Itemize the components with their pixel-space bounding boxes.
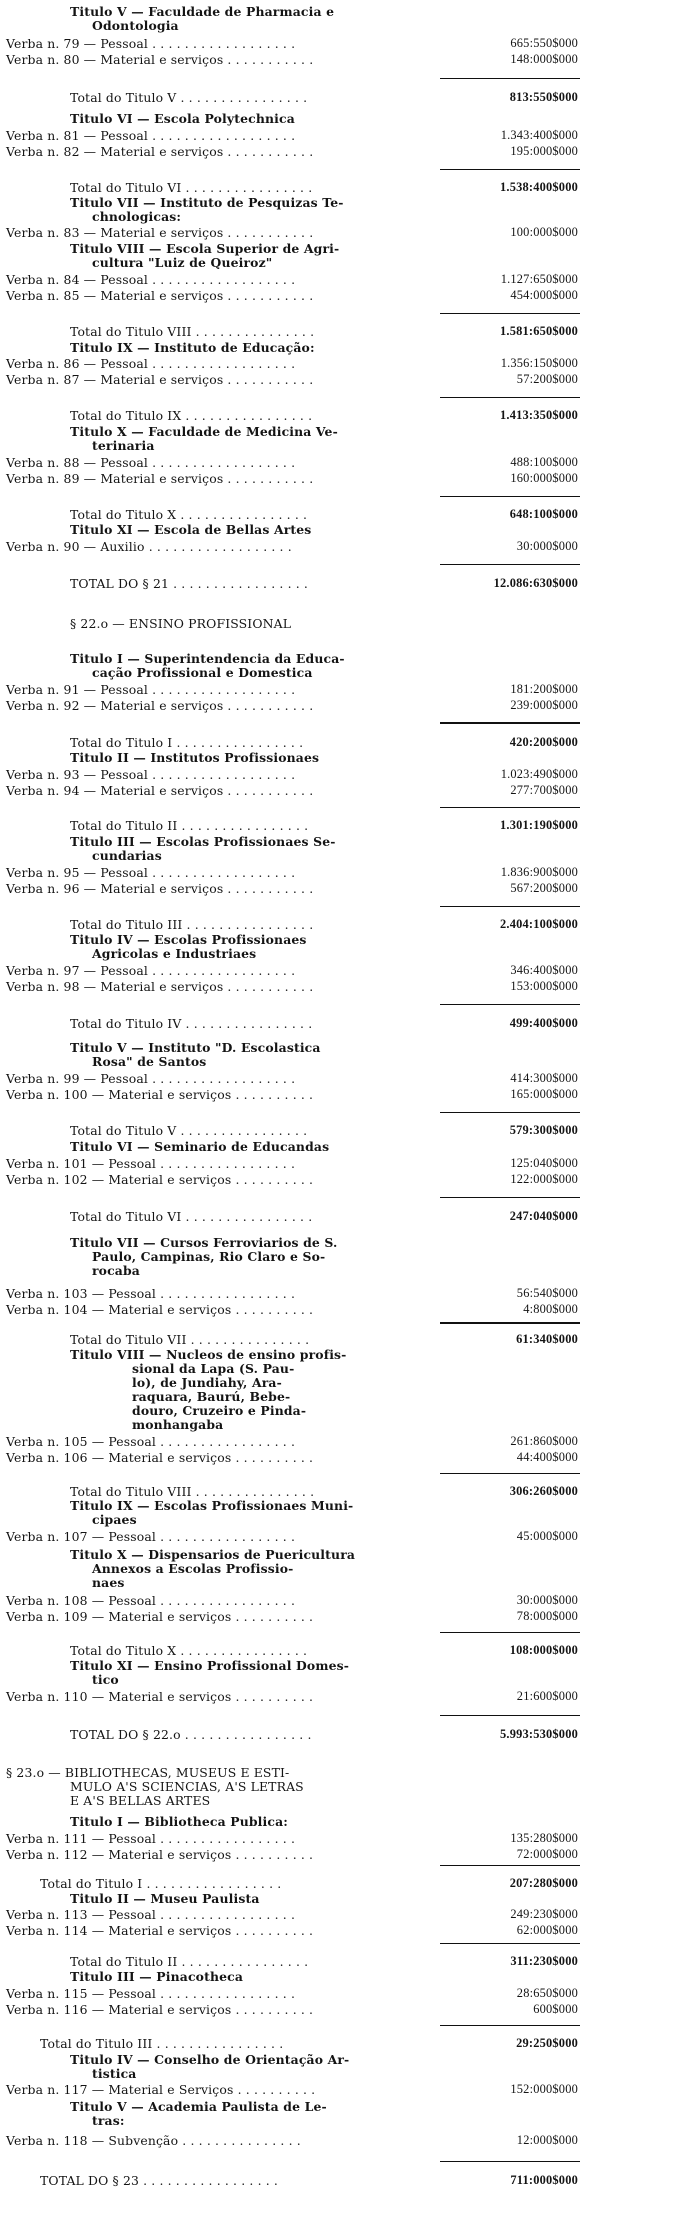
budget-line-label: Verba n. 80 — Material e serviços . . . . . . . . . . . — [6, 52, 314, 67]
amount-value: 57:200$000 — [516, 372, 578, 386]
amount-value: 62:000$000 — [516, 1923, 578, 1937]
amount-value: 61:340$000 — [516, 1332, 578, 1346]
budget-line-label: Verba n. 94 — Material e serviços . . . . . . . . . . . — [6, 783, 314, 798]
section-heading: Titulo IX — Instituto de Educação: — [70, 340, 315, 355]
amount-value: 1.581:650$000 — [500, 324, 578, 338]
budget-line-label: Verba n. 82 — Material e serviços . . . . . . . . . . . — [6, 144, 314, 159]
budget-line-label: Verba n. 118 — Subvenção . . . . . . . . . . . . . . . — [6, 2133, 301, 2148]
section-heading: Titulo XI — Escola de Bellas Artes — [70, 522, 312, 537]
section-heading: Titulo II — Museu Paulista — [70, 1891, 260, 1906]
total-rule — [440, 1197, 580, 1198]
amount-value: 45:000$000 — [516, 1529, 578, 1543]
amount-value: 78:000$000 — [516, 1609, 578, 1623]
budget-line-label: Verba n. 109 — Material e serviços . . . . . . . . . . — [6, 1609, 314, 1624]
section-heading: Titulo IX — Escolas Profissionaes Muni- — [70, 1498, 354, 1513]
amount-value: 454:000$000 — [510, 288, 578, 302]
section-heading: monhangaba — [132, 1417, 224, 1432]
amount-value: 125:040$000 — [510, 1156, 578, 1170]
budget-line-label: Verba n. 92 — Material e serviços . . . . . . . . . . . — [6, 698, 314, 713]
total-rule — [440, 1715, 580, 1716]
amount-value: 249:230$000 — [510, 1907, 578, 1921]
section-heading: tistica — [92, 2066, 137, 2081]
budget-line-label: Verba n. 113 — Pessoal . . . . . . . . . . . . . . . . . — [6, 1907, 296, 1922]
amount-value: 30:000$000 — [516, 1593, 578, 1607]
budget-line-label: Total do Titulo II . . . . . . . . . . . . . . . . — [70, 1954, 309, 1969]
section-heading: Titulo VI — Escola Polytechnica — [70, 111, 295, 126]
section-heading: Agricolas e Industriaes — [92, 946, 257, 961]
section-heading: sional da Lapa (S. Pau- — [132, 1361, 295, 1376]
total-rule — [440, 496, 580, 497]
amount-value: 4:800$000 — [523, 1302, 578, 1316]
budget-line-label: Verba n. 86 — Pessoal . . . . . . . . . . . . . . . . . . — [6, 356, 296, 371]
amount-value: 2.404:100$000 — [500, 917, 578, 931]
amount-value: 414:300$000 — [510, 1071, 578, 1085]
total-rule — [440, 906, 580, 907]
section-heading: Titulo I — Superintendencia da Educa- — [70, 651, 345, 666]
total-rule — [440, 807, 580, 808]
total-rule — [440, 1322, 580, 1324]
budget-line-label: TOTAL DO § 22.o . . . . . . . . . . . . . . . . — [70, 1727, 312, 1742]
section-heading: Titulo V — Faculdade de Pharmacia e — [70, 4, 335, 19]
budget-line-label: Verba n. 110 — Material e serviços . . . . . . . . . . — [6, 1689, 314, 1704]
section-heading: Paulo, Campinas, Rio Claro e So- — [92, 1249, 326, 1264]
section-heading: cundarias — [92, 848, 162, 863]
section-heading: Titulo IV — Conselho de Orientação Ar- — [70, 2052, 350, 2067]
budget-line-label: Total do Titulo X . . . . . . . . . . . . . . . . — [70, 1643, 308, 1658]
section-heading: Annexos a Escolas Profissio- — [92, 1561, 294, 1576]
amount-value: 152:000$000 — [510, 2082, 578, 2096]
amount-value: 579:300$000 — [509, 1123, 578, 1137]
amount-value: 600$000 — [533, 2002, 578, 2016]
total-rule — [440, 722, 580, 724]
amount-value: 1.127:650$000 — [500, 272, 578, 286]
section-heading: Titulo VII — Cursos Ferroviarios de S. — [70, 1235, 338, 1250]
amount-value: 1.356:150$000 — [500, 356, 578, 370]
total-rule — [440, 169, 580, 170]
text-line: § 23.o — BIBLIOTHECAS, MUSEUS E ESTI- — [6, 1765, 290, 1780]
amount-value: 5.993:530$000 — [500, 1727, 578, 1741]
section-heading: Titulo VII — Instituto de Pesquizas Te- — [70, 195, 344, 210]
amount-value: 1.836:900$000 — [500, 865, 578, 879]
section-heading: Titulo V — Instituto "D. Escolastica — [70, 1040, 321, 1055]
budget-line-label: Verba n. 108 — Pessoal . . . . . . . . . . . . . . . . . — [6, 1593, 296, 1608]
amount-value: 207:280$000 — [509, 1876, 578, 1890]
budget-line-label: Verba n. 93 — Pessoal . . . . . . . . . . . . . . . . . . — [6, 767, 296, 782]
budget-line-label: Verba n. 99 — Pessoal . . . . . . . . . . . . . . . . . . — [6, 1071, 296, 1086]
amount-value: 30:000$000 — [516, 539, 578, 553]
section-heading: cultura "Luiz de Queiroz" — [92, 255, 273, 270]
amount-value: 346:400$000 — [510, 963, 578, 977]
budget-line-label: Verba n. 84 — Pessoal . . . . . . . . . . . . . . . . . . — [6, 272, 296, 287]
amount-value: 12.086:630$000 — [493, 576, 578, 590]
budget-line-label: Verba n. 106 — Material e serviços . . . . . . . . . . — [6, 1450, 314, 1465]
section-heading: naes — [92, 1575, 125, 1590]
total-rule — [440, 313, 580, 314]
section-heading: Titulo II — Institutos Profissionaes — [70, 750, 320, 765]
section-heading: chnologicas: — [92, 209, 182, 224]
section-heading: Titulo X — Faculdade de Medicina Ve- — [70, 424, 338, 439]
amount-value: 261:860$000 — [510, 1434, 578, 1448]
section-heading: Titulo III — Escolas Profissionaes Se- — [70, 834, 336, 849]
budget-line-label: Verba n. 81 — Pessoal . . . . . . . . . . . . . . . . . . — [6, 128, 296, 143]
amount-value: 195:000$000 — [510, 144, 578, 158]
amount-value: 567:200$000 — [510, 881, 578, 895]
amount-value: 813:550$000 — [509, 90, 578, 104]
budget-line-label: Verba n. 98 — Material e serviços . . . . . . . . . . . — [6, 979, 314, 994]
section-heading: lo), de Jundiahy, Ara- — [132, 1375, 282, 1390]
budget-line-label: Verba n. 116 — Material e serviços . . . . . . . . . . — [6, 2002, 314, 2017]
budget-line-label: Verba n. 95 — Pessoal . . . . . . . . . . . . . . . . . . — [6, 865, 296, 880]
budget-line-label: Verba n. 96 — Material e serviços . . . . . . . . . . . — [6, 881, 314, 896]
section-heading: Titulo VI — Seminario de Educandas — [70, 1139, 330, 1154]
total-rule — [440, 1632, 580, 1633]
budget-line-label: Verba n. 88 — Pessoal . . . . . . . . . . . . . . . . . . — [6, 455, 296, 470]
section-heading: Titulo X — Dispensarios de Puericultura — [70, 1547, 356, 1562]
text-line: § 22.o — ENSINO PROFISSIONAL — [70, 616, 292, 631]
amount-value: 44:400$000 — [516, 1450, 578, 1464]
amount-value: 56:540$000 — [516, 1286, 578, 1300]
section-heading: Odontologia — [92, 18, 179, 33]
section-heading: douro, Cruzeiro e Pinda- — [132, 1403, 307, 1418]
budget-line-label: Total do Titulo VII . . . . . . . . . . . . . . . — [70, 1332, 310, 1347]
section-heading: terinaria — [92, 438, 155, 453]
budget-line-label: Verba n. 112 — Material e serviços . . . . . . . . . . — [6, 1847, 314, 1862]
amount-value: 1.301:190$000 — [500, 818, 578, 832]
budget-line-label: Verba n. 101 — Pessoal . . . . . . . . . . . . . . . . . — [6, 1156, 296, 1171]
text-line: E A'S BELLAS ARTES — [70, 1793, 211, 1808]
amount-value: 108:000$000 — [509, 1643, 578, 1657]
amount-value: 100:000$000 — [510, 225, 578, 239]
amount-value: 72:000$000 — [516, 1847, 578, 1861]
budget-line-label: Verba n. 105 — Pessoal . . . . . . . . . . . . . . . . . — [6, 1434, 296, 1449]
amount-value: 21:600$000 — [516, 1689, 578, 1703]
section-heading: Titulo XI — Ensino Profissional Domes- — [70, 1658, 350, 1673]
budget-line-label: Verba n. 89 — Material e serviços . . . . . . . . . . . — [6, 471, 314, 486]
total-rule — [440, 1865, 580, 1866]
amount-value: 29:250$000 — [516, 2036, 578, 2050]
amount-value: 1.343:400$000 — [500, 128, 578, 142]
amount-value: 648:100$000 — [509, 507, 578, 521]
budget-line-label: Verba n. 91 — Pessoal . . . . . . . . . . . . . . . . . . — [6, 682, 296, 697]
section-heading: Titulo VIII — Escola Superior de Agri- — [70, 241, 340, 256]
amount-value: 1.538:400$000 — [500, 180, 578, 194]
budget-line-label: Verba n. 117 — Material e Serviços . . . . . . . . . . — [6, 2082, 316, 2097]
budget-line-label: Verba n. 79 — Pessoal . . . . . . . . . . . . . . . . . . — [6, 36, 296, 51]
total-rule — [440, 2025, 580, 2026]
budget-line-label: Verba n. 87 — Material e serviços . . . . . . . . . . . — [6, 372, 314, 387]
total-rule — [440, 1112, 580, 1113]
budget-line-label: Verba n. 85 — Material e serviços . . . . . . . . . . . — [6, 288, 314, 303]
budget-line-label: Verba n. 83 — Material e serviços . . . . . . . . . . . — [6, 225, 314, 240]
budget-line-label: Total do Titulo IX . . . . . . . . . . . . . . . . — [70, 408, 313, 423]
section-heading: Titulo I — Bibliotheca Publica: — [70, 1814, 288, 1829]
budget-line-label: Total do Titulo V . . . . . . . . . . . . . . . . — [70, 1123, 308, 1138]
budget-line-label: Total do Titulo III . . . . . . . . . . . . . . . . — [70, 917, 314, 932]
amount-value: 165:000$000 — [510, 1087, 578, 1101]
amount-value: 181:200$000 — [510, 682, 578, 696]
amount-value: 135:280$000 — [510, 1831, 578, 1845]
budget-line-label: Total do Titulo III . . . . . . . . . . . . . . . . — [40, 2036, 284, 2051]
total-rule — [440, 1943, 580, 1944]
budget-line-label: Total do Titulo II . . . . . . . . . . . . . . . . — [70, 818, 309, 833]
budget-line-label: Verba n. 114 — Material e serviços . . . . . . . . . . — [6, 1923, 314, 1938]
amount-value: 711:000$000 — [510, 2173, 578, 2187]
budget-line-label: Verba n. 103 — Pessoal . . . . . . . . . . . . . . . . . — [6, 1286, 296, 1301]
section-heading: Titulo V — Academia Paulista de Le- — [70, 2099, 327, 2114]
amount-value: 499:400$000 — [509, 1016, 578, 1030]
section-heading: rocaba — [92, 1263, 140, 1278]
budget-line-label: Verba n. 90 — Auxilio . . . . . . . . . . . . . . . . . . — [6, 539, 292, 554]
budget-line-label: Total do Titulo VI . . . . . . . . . . . . . . . . — [70, 1209, 313, 1224]
budget-line-label: Total do Titulo I . . . . . . . . . . . . . . . . . — [40, 1876, 282, 1891]
budget-line-label: Total do Titulo VIII . . . . . . . . . . . . . . . — [70, 324, 315, 339]
amount-value: 311:230$000 — [510, 1954, 578, 1968]
amount-value: 122:000$000 — [510, 1172, 578, 1186]
total-rule — [440, 78, 580, 79]
amount-value: 153:000$000 — [510, 979, 578, 993]
budget-line-label: Total do Titulo IV . . . . . . . . . . . . . . . . — [70, 1016, 313, 1031]
amount-value: 1.023:490$000 — [500, 767, 578, 781]
amount-value: 306:260$000 — [509, 1484, 578, 1498]
budget-line-label: TOTAL DO § 23 . . . . . . . . . . . . . . . . . — [40, 2173, 279, 2188]
total-rule — [440, 1473, 580, 1474]
section-heading: tras: — [92, 2113, 125, 2128]
budget-line-label: Verba n. 107 — Pessoal . . . . . . . . . . . . . . . . . — [6, 1529, 296, 1544]
amount-value: 277:700$000 — [510, 783, 578, 797]
section-heading: raquara, Baurú, Bebe- — [132, 1389, 291, 1404]
section-heading: Titulo IV — Escolas Profissionaes — [70, 932, 307, 947]
total-rule — [440, 564, 580, 565]
budget-line-label: Verba n. 102 — Material e serviços . . . . . . . . . . — [6, 1172, 314, 1187]
section-heading: cação Profissional e Domestica — [92, 665, 313, 680]
budget-line-label: Verba n. 115 — Pessoal . . . . . . . . . . . . . . . . . — [6, 1986, 296, 2001]
section-heading: Titulo III — Pinacotheca — [70, 1969, 244, 1984]
amount-value: 12:000$000 — [516, 2133, 578, 2147]
section-heading: tico — [92, 1672, 119, 1687]
section-heading: Rosa" de Santos — [92, 1054, 207, 1069]
total-rule — [440, 397, 580, 398]
budget-line-label: Verba n. 100 — Material e serviços . . . . . . . . . . — [6, 1087, 314, 1102]
budget-line-label: Verba n. 97 — Pessoal . . . . . . . . . . . . . . . . . . — [6, 963, 296, 978]
section-heading: cipaes — [92, 1512, 137, 1527]
budget-line-label: Total do Titulo VI . . . . . . . . . . . . . . . . — [70, 180, 313, 195]
total-rule — [440, 2161, 580, 2162]
amount-value: 148:000$000 — [510, 52, 578, 66]
amount-value: 420:200$000 — [509, 735, 578, 749]
amount-value: 1.413:350$000 — [500, 408, 578, 422]
amount-value: 239:000$000 — [510, 698, 578, 712]
amount-value: 247:040$000 — [509, 1209, 578, 1223]
budget-line-label: Verba n. 104 — Material e serviços . . . . . . . . . . — [6, 1302, 314, 1317]
amount-value: 488:100$000 — [510, 455, 578, 469]
budget-line-label: Total do Titulo X . . . . . . . . . . . . . . . . — [70, 507, 308, 522]
budget-line-label: Total do Titulo V . . . . . . . . . . . . . . . . — [70, 90, 308, 105]
budget-line-label: TOTAL DO § 21 . . . . . . . . . . . . . . . . . — [70, 576, 309, 591]
amount-value: 160:000$000 — [510, 471, 578, 485]
amount-value: 28:650$000 — [516, 1986, 578, 2000]
budget-line-label: Total do Titulo I . . . . . . . . . . . . . . . . — [70, 735, 304, 750]
text-line: MULO A'S SCIENCIAS, A'S LETRAS — [70, 1779, 304, 1794]
total-rule — [440, 1004, 580, 1005]
budget-line-label: Total do Titulo VIII . . . . . . . . . . . . . . . — [70, 1484, 315, 1499]
budget-line-label: Verba n. 111 — Pessoal . . . . . . . . . . . . . . . . . — [6, 1831, 296, 1846]
section-heading: Titulo VIII — Nucleos de ensino profis- — [70, 1347, 347, 1362]
amount-value: 665:550$000 — [510, 36, 578, 50]
